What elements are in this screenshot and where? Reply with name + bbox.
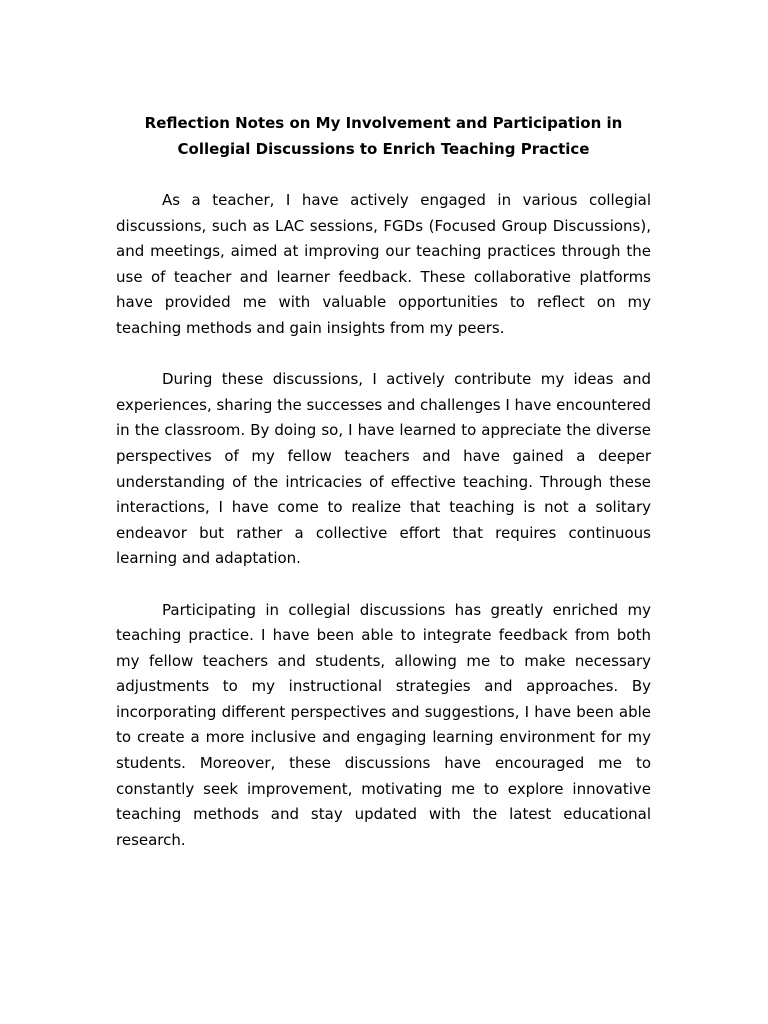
title-line-2: Collegial Discussions to Enrich Teaching Practice	[177, 140, 590, 158]
document-page	[116, 110, 651, 879]
title-line-1: Reflection Notes on My Involvement and Participation in	[144, 114, 623, 132]
paragraph-1: As a teacher, I have actively engaged in various collegial discussions, such as LAC sessions, FGDs (Focused Group Discussions), and meetings, aimed at improving our teaching practices through the use of teacher and learner feedback. These collaborative platforms have provided me with valuable opportunities to reflect on my teaching methods and gain insights from my peers.	[116, 191, 651, 337]
paragraph-3: Participating in collegial discussions has greatly enriched my teaching practice. I have been able to integrate feedback from both my fellow teachers and students, allowing me to make necessary adjustments to my instructional strategies and approaches. By incorporating different perspectives and suggestions, I have been able to create a more inclusive and engaging learning environment for my students. Moreover, these discussions have encouraged me to constantly seek improvement, motivating me to explore innovative teaching methods and stay updated with the latest educational research.	[116, 600, 651, 849]
document-title	[116, 110, 651, 162]
paragraph-2: During these discussions, I actively contribute my ideas and experiences, sharing the successes and challenges I have encountered in the classroom. By doing so, I have learned to appreciate the diverse perspectives of my fellow teachers and have gained a deeper understanding of the intricacies of effective teaching. Through these interactions, I have come to realize that teaching is not a solitary endeavor but rather a collective effort that requires continuous learning and adaptation.	[116, 370, 651, 568]
